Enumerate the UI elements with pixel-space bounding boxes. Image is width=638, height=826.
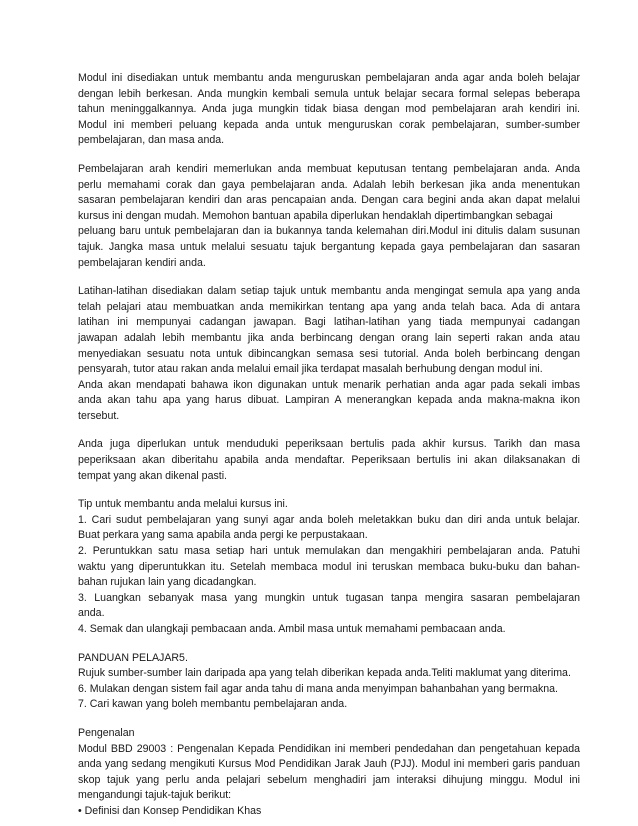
text-line: pembelajaran, dan masa anda. — [78, 134, 225, 147]
text-line: peluang baru untuk pembelajaran dan ia bukannya tanda kelemahan diri.Modul ini ditulis dalam susunan — [78, 225, 580, 238]
text-line: anda akan tahu apa yang harus dibuat. Lampiran A menerangkan kepada anda makna-makna ikon — [78, 394, 580, 407]
text-line: Anda juga diperlukan untuk menduduki peperiksaan bertulis pada akhir kursus. Tarikh dan masa — [78, 438, 580, 451]
bullet-item: • Definisi dan Konsep Pendidikan Khas — [78, 804, 262, 817]
text-line: tajuk. Jangka masa untuk melalui sesuatu tajuk bergantung kepada gaya pembelajaran dan sasaran — [78, 240, 580, 253]
text-line: mengandungi tajuk-tajuk berikut: — [78, 789, 232, 802]
text-line: skop tajuk yang perlu anda pelajari sebelum menghadiri jam interaksi dihujung minggu. Modul ini — [78, 773, 580, 786]
text-line: 3. Luangkan sebanyak masa yang mungkin untuk tugasan tanpa mengira sasaran pembelajaran — [78, 591, 580, 604]
text-line: 2. Peruntukkan satu masa setiap hari untuk memulakan dan mengakhiri pembelajaran anda. Patuhi — [78, 545, 580, 558]
text-line: Modul ini memberi peluang kepada anda untuk menguruskan corak pembelajaran, sumber-sumber — [78, 118, 580, 131]
paragraph-student-guide — [78, 651, 580, 713]
paragraph-examination — [78, 437, 580, 484]
text-line: 1. Cari sudut pembelajaran yang sunyi agar anda boleh meletakkan buku dan diri anda untuk belajar. — [78, 513, 580, 526]
text-line: tersebut. — [78, 409, 120, 422]
text-line: bahan rujukan lain yang dicadangkan. — [78, 576, 257, 589]
text-line: peperiksaan akan diberitahu apabila anda mendaftar. Peperiksaan bertulis ini akan dilaksanakan di — [78, 454, 580, 467]
text-line: tahun meninggalkannya. Anda juga mungkin tidak biasa dengan mod pembelajaran arah kendiri ini. — [78, 103, 580, 116]
paragraph-self-directed-learning — [78, 162, 580, 271]
text-line: telah pelajari atau membuatkan anda memikirkan tentang apa yang anda telah baca. Ada di antara — [78, 300, 580, 313]
text-line: waktu yang diperuntukkan itu. Setelah membaca modul ini teruskan membaca buku-buku dan bahan- — [78, 560, 580, 573]
text-line: Anda akan mendapati bahawa ikon digunakan untuk menarik perhatian anda agar pada sekali imbas — [78, 378, 580, 391]
section-heading: Pengenalan — [78, 726, 135, 739]
text-line: perlu memahami corak dan gaya pembelajaran anda. Adalah lebih berkesan jika anda menentukan — [78, 178, 580, 191]
text-line: Rujuk sumber-sumber lain daripada apa yang telah diberikan kepada anda.Teliti maklumat yang diterima. — [78, 667, 571, 680]
text-line: Modul ini disediakan untuk membantu anda menguruskan pembelajaran anda agar anda boleh belajar — [78, 72, 580, 84]
text-line: anda. — [78, 607, 105, 620]
tips-heading: Tip untuk membantu anda melalui kursus ini. — [78, 498, 288, 511]
text-line: kursus ini dengan mudah. Memohon bantuan apabila diperlukan hendaklah dipertimbangkan sebagai — [78, 209, 553, 222]
guide-heading: PANDUAN PELAJAR5. — [78, 651, 188, 664]
text-line: jawapan adalah lebih membantu jika anda berbincang dengan orang lain seperti rakan anda atau — [78, 331, 580, 344]
text-line: Modul BBD 29003 : Pengenalan Kepada Pendidikan ini memberi pendedahan dan pengetahuan kepada — [78, 742, 580, 755]
text-line: dengan lebih berkesan. Anda mungkin kembali semula untuk belajar secara formal selepas beberapa — [78, 87, 580, 100]
paragraph-introduction — [78, 726, 580, 820]
text-line: pembelajaran kendiri anda. — [78, 256, 206, 269]
paragraph-tips — [78, 497, 580, 637]
text-line: sasaran pembelajaran kendiri dan aras pencapaian anda. Dengan cara begini anda akan dapat melalui — [78, 194, 580, 207]
text-line: 4. Semak dan ulangkaji pembacaan anda. Ambil masa untuk memahami pembacaan anda. — [78, 623, 506, 635]
text-line: pensyarah, tutor atau rakan anda melalui email jika terdapat masalah berhubung dengan modul ini. — [78, 363, 543, 376]
paragraph-intro — [78, 71, 580, 149]
text-line: Pembelajaran arah kendiri memerlukan anda membuat keputusan tentang pembelajaran anda. Anda — [78, 162, 580, 175]
text-line: tempat yang akan dikenal pasti. — [78, 469, 227, 482]
text-line: anda yang sedang mengikuti Kursus Mod Pendidikan Jarak Jauh (PJJ). Modul ini memberi garis panduan — [78, 758, 580, 771]
text-line: latihan ini mempunyai cadangan jawapan. Bagi latihan-latihan yang tiada mempunyai cadangan — [78, 316, 580, 329]
text-line: 6. Mulakan dengan sistem fail agar anda tahu di mana anda menyimpan bahanbahan yang bermakna. — [78, 682, 558, 695]
text-line: Buat perkara yang sama apabila anda pergi ke perpustakaan. — [78, 529, 368, 542]
text-line: 7. Cari kawan yang boleh membantu pembelajaran anda. — [78, 698, 348, 711]
text-line: menyediakan sesuatu nota untuk dibincangkan semasa sesi tutorial. Anda boleh berbincang dengan — [78, 347, 580, 360]
text-line: Latihan-latihan disediakan dalam setiap tajuk untuk membantu anda mengingat semula apa yang anda — [78, 285, 580, 298]
paragraph-exercises — [78, 284, 580, 424]
